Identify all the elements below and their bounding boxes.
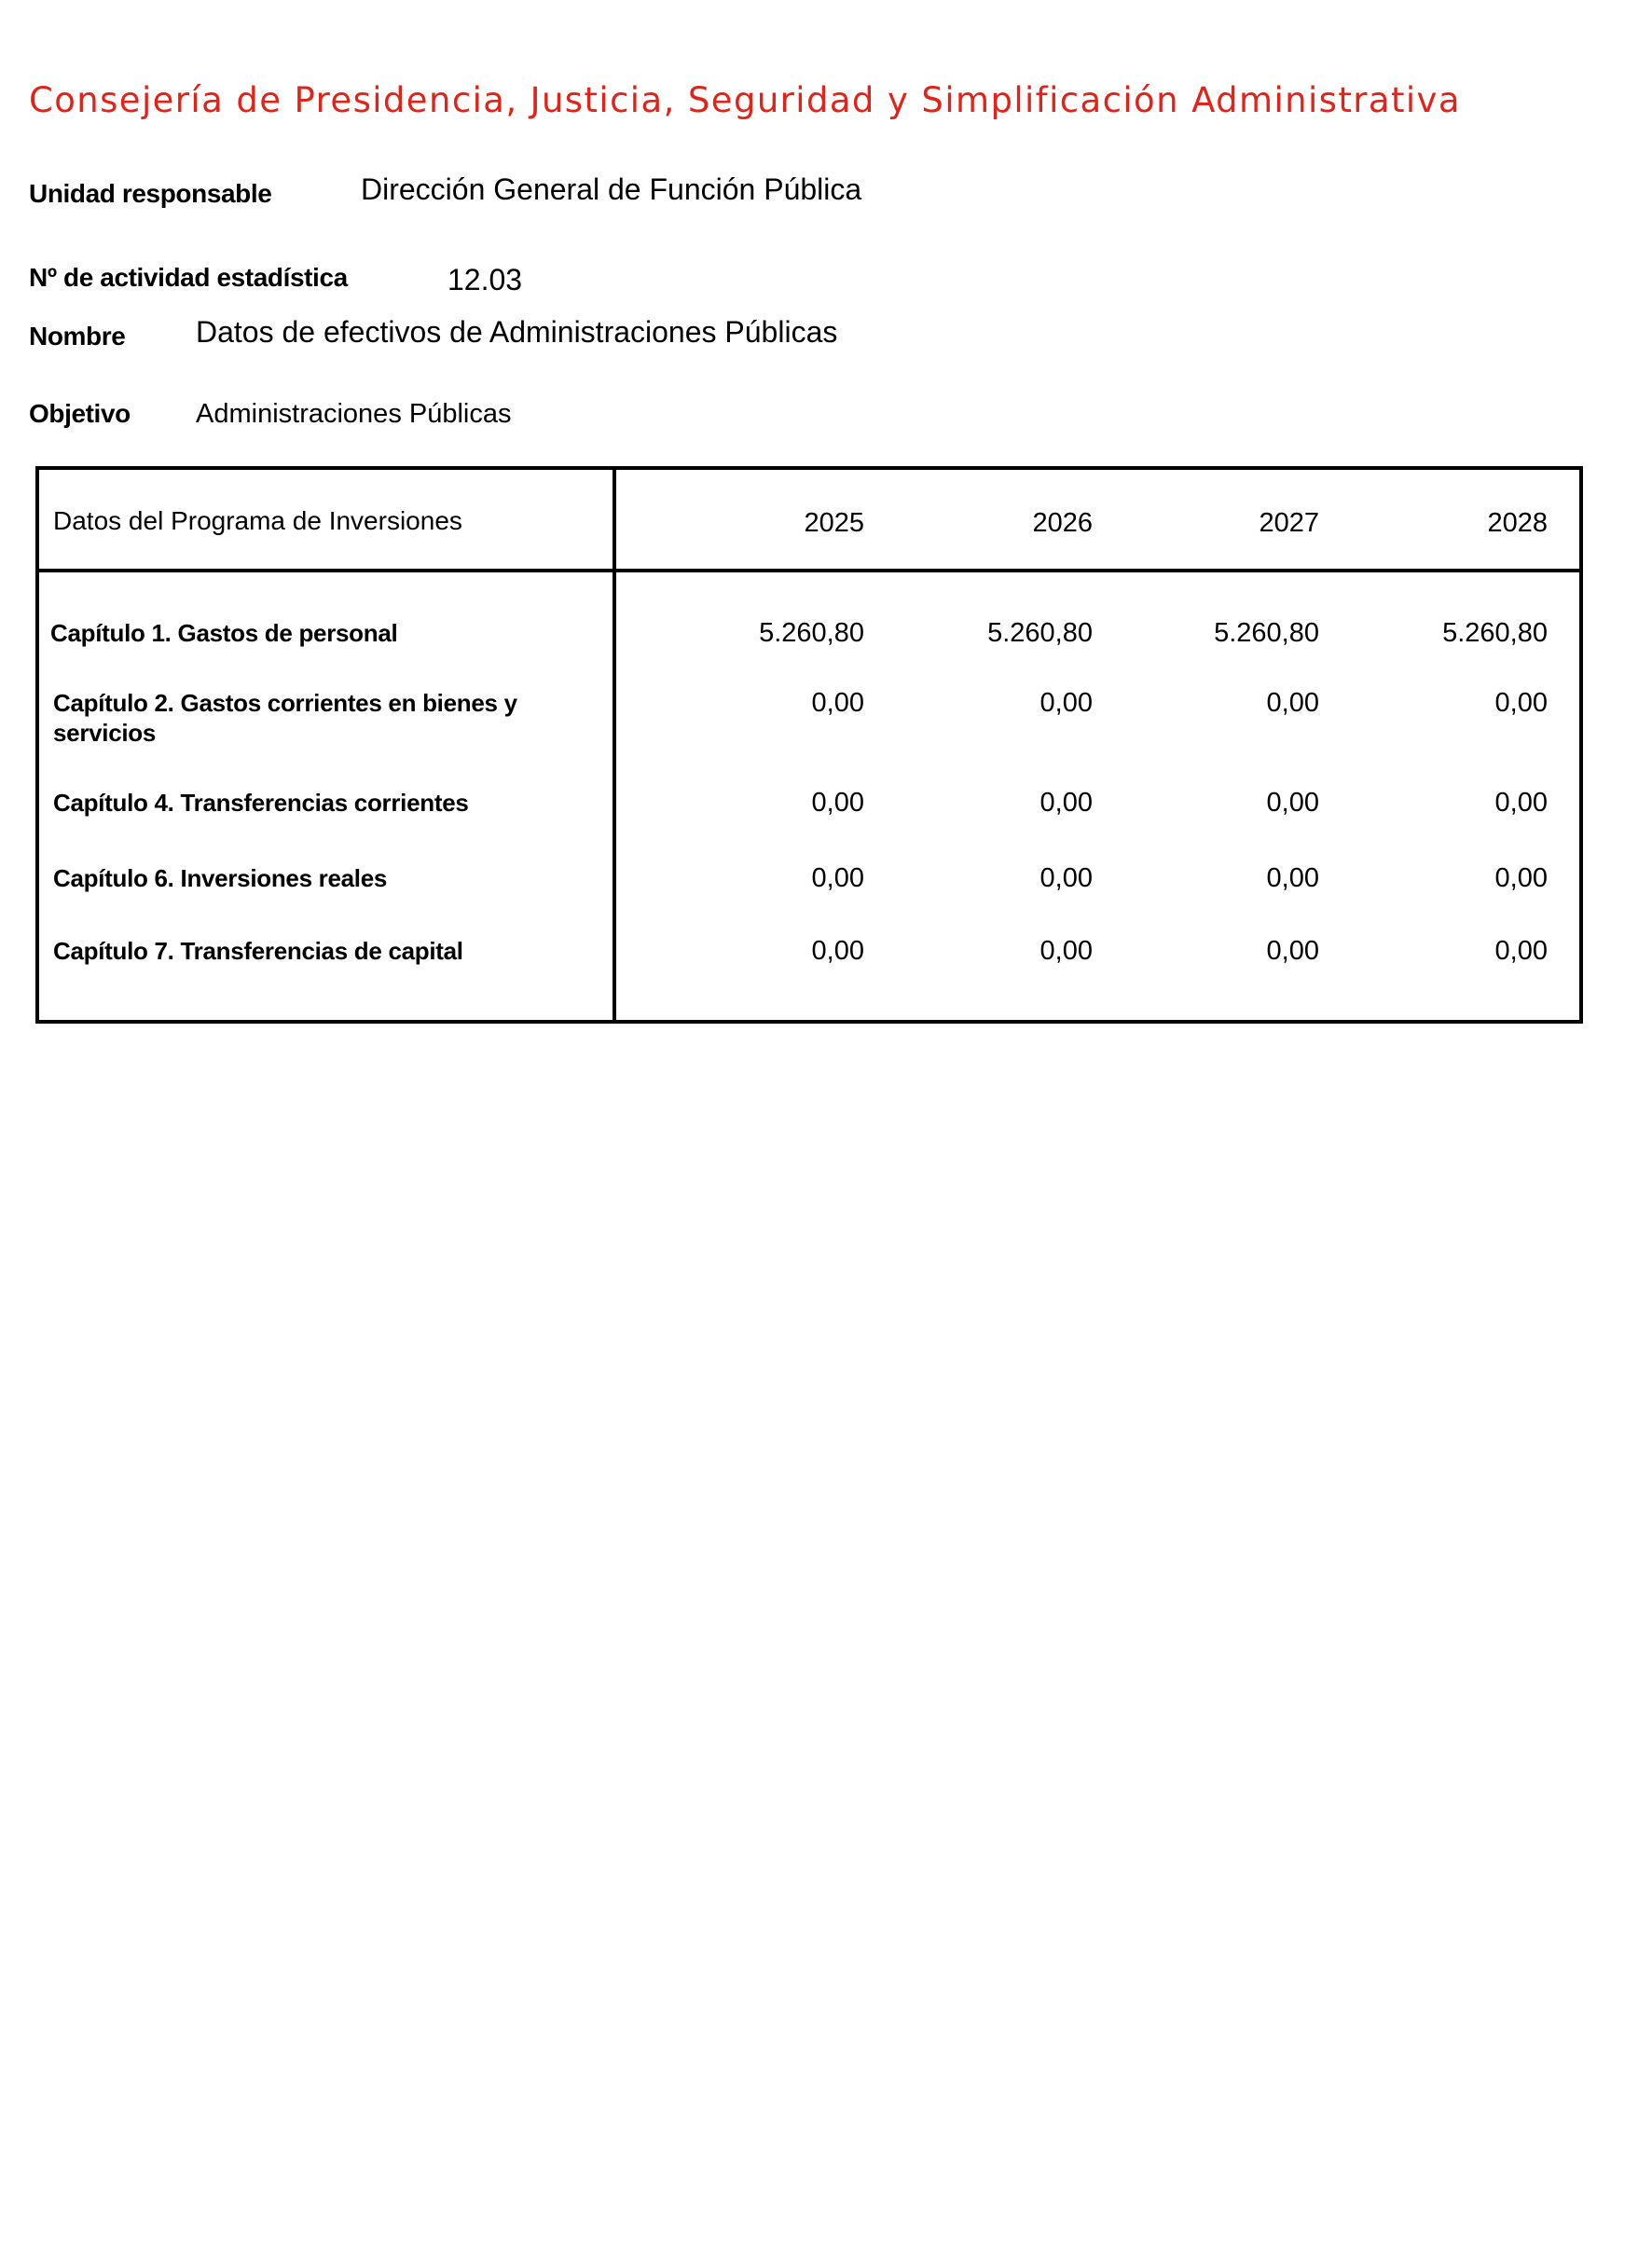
cell-capitulo-7-2027: 0,00 xyxy=(1266,936,1319,966)
year-header-2026: 2026 xyxy=(1032,508,1093,538)
cell-capitulo-2-2027: 0,00 xyxy=(1266,688,1319,718)
cell-capitulo-1-2027: 5.260,80 xyxy=(1214,618,1319,648)
actividad-estadistica-label: Nº de actividad estadística xyxy=(29,263,348,292)
unidad-responsable-value: Dirección General de Función Pública xyxy=(361,172,862,206)
cell-capitulo-6-2028: 0,00 xyxy=(1494,863,1548,893)
cell-capitulo-7-2026: 0,00 xyxy=(1039,936,1093,966)
cell-capitulo-7-2028: 0,00 xyxy=(1494,936,1548,966)
cell-capitulo-2-2025: 0,00 xyxy=(811,688,864,718)
year-header-2028: 2028 xyxy=(1487,508,1548,538)
table-column-divider xyxy=(613,466,616,1024)
cell-capitulo-4-2027: 0,00 xyxy=(1266,788,1319,818)
cell-capitulo-6-2026: 0,00 xyxy=(1039,863,1093,893)
row-label-capitulo-7: Capítulo 7. Transferencias de capital xyxy=(53,937,463,965)
cell-capitulo-4-2028: 0,00 xyxy=(1494,788,1548,818)
row-label-capitulo-4: Capítulo 4. Transferencias corrientes xyxy=(53,789,469,817)
cell-capitulo-2-2028: 0,00 xyxy=(1494,688,1548,718)
year-header-2025: 2025 xyxy=(804,508,864,538)
cell-capitulo-7-2025: 0,00 xyxy=(811,936,864,966)
row-label-capitulo-1: Capítulo 1. Gastos de personal xyxy=(50,619,398,647)
row-label-capitulo-6: Capítulo 6. Inversiones reales xyxy=(53,864,388,892)
row-label-capitulo-2-cont: servicios xyxy=(53,719,157,747)
unidad-responsable-label: Unidad responsable xyxy=(29,179,272,208)
cell-capitulo-1-2025: 5.260,80 xyxy=(759,618,864,648)
actividad-estadistica-value: 12.03 xyxy=(447,263,523,296)
table-header-divider xyxy=(35,569,1583,572)
cell-capitulo-4-2025: 0,00 xyxy=(811,788,864,818)
cell-capitulo-1-2028: 5.260,80 xyxy=(1442,618,1548,648)
cell-capitulo-6-2027: 0,00 xyxy=(1266,863,1319,893)
table-header-label: Datos del Programa de Inversiones xyxy=(53,506,462,535)
department-title: Consejería de Presidencia, Justicia, Seguridad y Simplificación Administrativa xyxy=(29,80,1461,120)
cell-capitulo-4-2026: 0,00 xyxy=(1039,788,1093,818)
year-header-2027: 2027 xyxy=(1259,508,1319,538)
objetivo-label: Objetivo xyxy=(29,399,131,428)
nombre-label: Nombre xyxy=(29,322,126,351)
nombre-value: Datos de efectivos de Administraciones Públicas xyxy=(196,315,838,349)
cell-capitulo-6-2025: 0,00 xyxy=(811,863,864,893)
row-label-capitulo-2: Capítulo 2. Gastos corrientes en bienes y xyxy=(53,689,517,717)
cell-capitulo-1-2026: 5.260,80 xyxy=(987,618,1093,648)
cell-capitulo-2-2026: 0,00 xyxy=(1039,688,1093,718)
objetivo-value: Administraciones Públicas xyxy=(196,399,512,429)
